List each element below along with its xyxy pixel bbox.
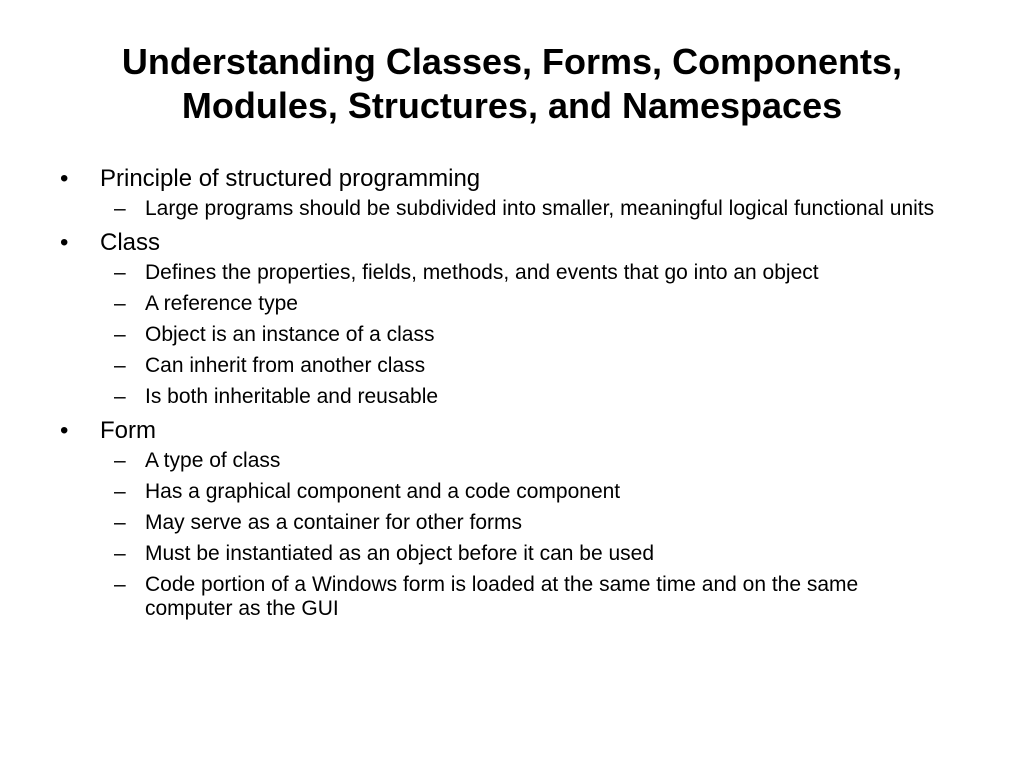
sub-bullet-list	[57, 261, 957, 409]
bullet-text: Form	[100, 417, 156, 444]
bullet-structured-programming	[57, 164, 957, 221]
sub-bullet-text: Has a graphical component and a code component	[145, 480, 621, 503]
bullet-marker: •	[60, 229, 69, 256]
sub-bullet-text: Object is an instance of a class	[145, 323, 435, 346]
bullet-form	[57, 416, 957, 621]
sub-bullet-marker: –	[114, 197, 126, 220]
sub-bullet	[114, 511, 957, 535]
sub-bullet-text: A type of class	[145, 449, 281, 472]
sub-bullet-marker: –	[114, 323, 126, 346]
sub-bullet-list	[57, 449, 957, 621]
sub-bullet-marker: –	[114, 385, 126, 408]
sub-bullet-marker: –	[114, 261, 126, 284]
sub-bullet-text: A reference type	[145, 292, 298, 315]
sub-bullet-marker: –	[114, 354, 126, 377]
sub-bullet	[114, 449, 957, 473]
sub-bullet-marker: –	[114, 542, 126, 565]
sub-bullet-list	[57, 197, 957, 221]
sub-bullet	[114, 323, 957, 347]
sub-bullet-text: Defines the properties, fields, methods, and events that go into an object	[145, 261, 819, 284]
slide-title-line-1: Understanding Classes, Forms, Components,	[121, 41, 903, 82]
sub-bullet	[114, 385, 957, 409]
bullet-marker: •	[60, 417, 69, 444]
sub-bullet	[114, 573, 957, 621]
sub-bullet-text: Must be instantiated as an object before it can be used	[145, 542, 654, 565]
bullet-text: Principle of structured programming	[100, 165, 481, 192]
sub-bullet	[114, 197, 957, 221]
sub-bullet	[114, 354, 957, 378]
sub-bullet-text: Can inherit from another class	[145, 354, 426, 377]
sub-bullet-marker: –	[114, 449, 126, 472]
bullet-list	[57, 164, 957, 628]
sub-bullet-marker: –	[114, 573, 126, 596]
bullet-text: Class	[100, 229, 161, 256]
sub-bullet-marker: –	[114, 292, 126, 315]
sub-bullet-marker: –	[114, 480, 126, 503]
sub-bullet-text: May serve as a container for other forms	[145, 511, 522, 534]
sub-bullet	[114, 480, 957, 504]
sub-bullet	[114, 261, 957, 285]
sub-bullet	[114, 292, 957, 316]
slide-title-line-2: Modules, Structures, and Namespaces	[181, 85, 843, 126]
bullet-class	[57, 228, 957, 409]
slide-title	[60, 40, 964, 128]
sub-bullet-text: Large programs should be subdivided into smaller, meaningful logical functional units	[145, 197, 935, 220]
bullet-marker: •	[60, 165, 69, 192]
sub-bullet-text: Code portion of a Windows form is loaded at the same time and on the same computer as the GUI	[145, 573, 859, 620]
sub-bullet-text: Is both inheritable and reusable	[145, 385, 439, 408]
sub-bullet-marker: –	[114, 511, 126, 534]
sub-bullet	[114, 542, 957, 566]
